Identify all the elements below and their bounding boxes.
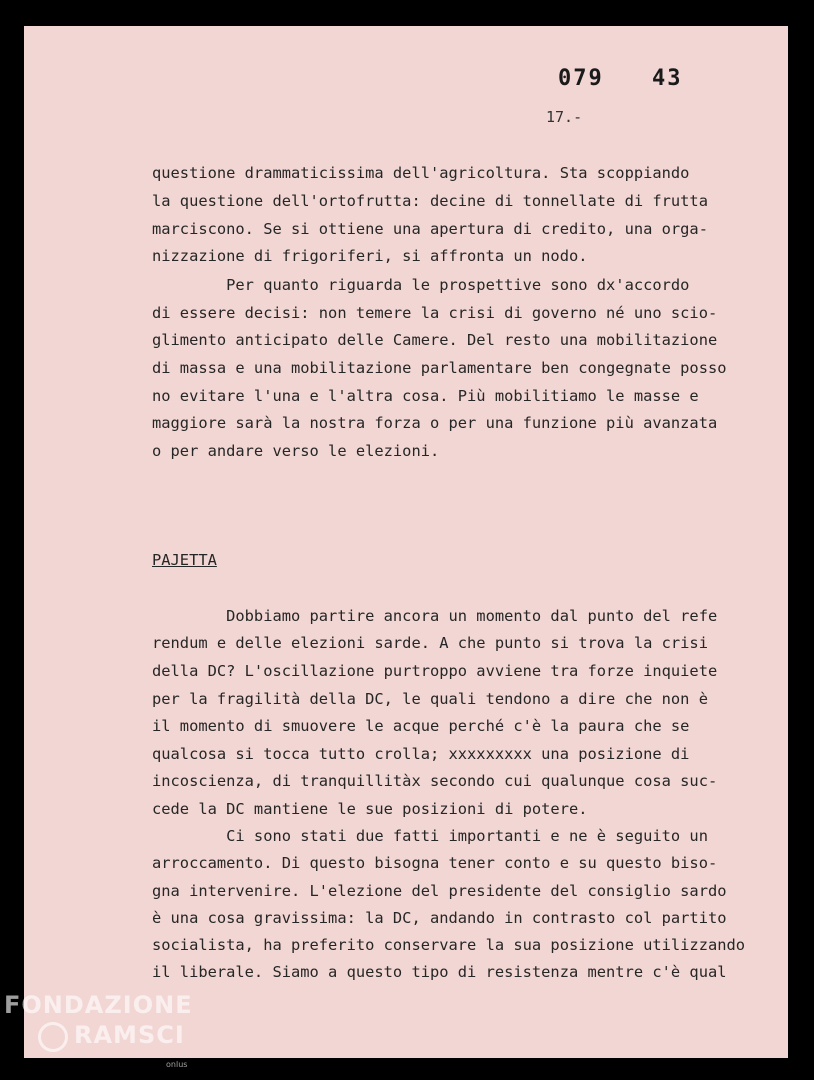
- text-line: marciscono. Se si ottiene una apertura di credito, una orga-: [152, 220, 708, 238]
- fondazione-gramsci-watermark-logo: [4, 990, 193, 1069]
- text-line: Dobbiamo partire ancora un momento dal punto del refe: [152, 607, 718, 625]
- text-line: o per andare verso le elezioni.: [152, 442, 440, 460]
- text-line: nizzazione di frigoriferi, si affronta un nodo.: [152, 247, 588, 265]
- text-line: la questione dell'ortofrutta: decine di tonnellate di frutta: [152, 192, 708, 210]
- text-line: gna intervenire. L'elezione del presidente del consiglio sardo: [152, 882, 727, 900]
- logo-subtitle: onlus: [166, 1060, 188, 1069]
- text-line: arroccamento. Di questo bisogna tener conto e su questo biso-: [152, 854, 718, 872]
- text-line: questione drammaticissima dell'agricoltura. Sta scoppiando: [152, 164, 690, 182]
- text-line: della DC? L'oscillazione purtroppo avviene tra forze inquiete: [152, 662, 718, 680]
- logo-g-circle-icon: [38, 1022, 68, 1052]
- logo-line1: FONDAZIONE: [4, 991, 193, 1019]
- page-number: 17.-: [546, 108, 583, 126]
- text-line: per la fragilità della DC, le quali tendono a dire che non è: [152, 690, 708, 708]
- text-line: cede la DC mantiene le sue posizioni di potere.: [152, 800, 588, 818]
- text-line: Ci sono stati due fatti importanti e ne è seguito un: [152, 827, 708, 845]
- text-line: di massa e una mobilitazione parlamentare ben congegnate posso: [152, 359, 727, 377]
- archive-stamp-number: 079: [558, 66, 604, 91]
- text-line: è una cosa gravissima: la DC, andando in contrasto col partito: [152, 909, 727, 927]
- text-line: il liberale. Siamo a questo tipo di resistenza mentre c'è qual: [152, 963, 727, 981]
- text-line: di essere decisi: non temere la crisi di governo né uno scio-: [152, 304, 718, 322]
- text-line: incoscienza, di tranquillitàx secondo cui qualunque cosa suc-: [152, 772, 718, 790]
- archive-stamp-sheet: 43: [652, 66, 683, 91]
- text-line: il momento di smuovere le acque perché c'è la paura che se: [152, 717, 690, 735]
- text-line: Per quanto riguarda le prospettive sono dx'accordo: [152, 276, 690, 294]
- text-line: glimento anticipato delle Camere. Del resto una mobilitazione: [152, 331, 718, 349]
- text-line: rendum e delle elezioni sarde. A che punto si trova la crisi: [152, 634, 708, 652]
- text-line: qualcosa si tocca tutto crolla; xxxxxxxxx una posizione di: [152, 745, 690, 763]
- text-line: socialista, ha preferito conservare la sua posizione utilizzando: [152, 936, 746, 954]
- section-heading: PAJETTA: [152, 551, 217, 569]
- logo-line2: RAMSCI: [74, 1021, 185, 1049]
- text-line: maggiore sarà la nostra forza o per una funzione più avanzata: [152, 414, 718, 432]
- text-line: no evitare l'una e l'altra cosa. Più mobilitiamo le masse e: [152, 387, 699, 405]
